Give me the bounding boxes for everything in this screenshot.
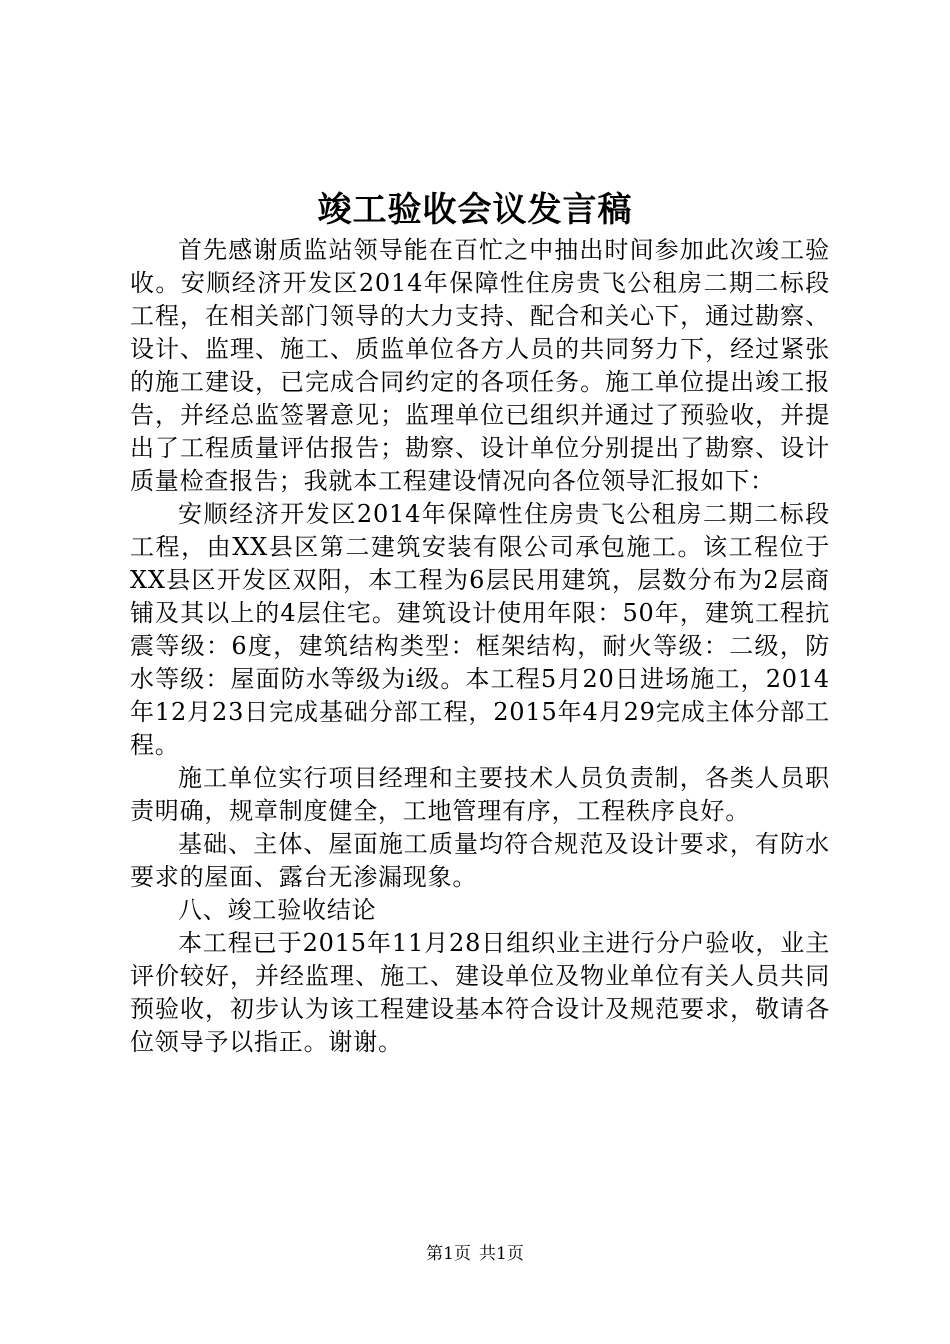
paragraph-quality: 基础、主体、屋面施工质量均符合规范及设计要求，有防水要求的屋面、露台无渗漏现象。 — [130, 830, 830, 891]
paragraph-management: 施工单位实行项目经理和主要技术人员负责制，各类人员职责明确，规章制度健全，工地管理有序，工程秩序良好。 — [130, 764, 830, 825]
page-footer — [0, 1242, 950, 1266]
paragraph-opening: 首先感谢质监站领导能在百忙之中抽出时间参加此次竣工验收。安顺经济开发区2014年保障性住房贵飞公租房二期二标段工程，在相关部门领导的大力支持、配合和关心下，通过勘察、设计、监理、施工、质监单位各方人员的共同努力下，经过紧张的施工建设，已完成合同约定的各项任务。施工单位提出竣工报告，并经总监签署意见；监理单位已组织并通过了预验收，并提出了工程质量评估报告；勘察、设计单位分别提出了勘察、设计质量检查报告；我就本工程建设情况向各位领导汇报如下： — [130, 236, 830, 495]
paragraph-conclusion: 本工程已于2015年11月28日组织业主进行分户验收，业主评价较好，并经监理、施工、建设单位及物业单位有关人员共同预验收，初步认为该工程建设基本符合设计及规范要求，敬请各位领导予以指正。谢谢。 — [130, 929, 830, 1056]
page-number: 第1页 — [426, 1244, 471, 1264]
section-heading-conclusion: 八、竣工验收结论 — [178, 896, 377, 924]
document-body — [130, 234, 830, 1059]
document-title: 竣工验收会议发言稿 — [317, 190, 633, 230]
paragraph-project-overview: 安顺经济开发区2014年保障性住房贵飞公租房二期二标段工程，由XX县区第二建筑安装有限公司承包施工。该工程位于XX县区开发区双阳，本工程为6层民用建筑，层数分布为2层商铺及其以上的4层住宅。建筑设计使用年限：50年，建筑工程抗震等级：6度，建筑结构类型：框架结构，耐火等级：二级，防水等级：屋面防水等级为ⅰ级。本工程5月20日进场施工，2014年12月23日完成基础分部工程，2015年4月29完成主体分部工程。 — [130, 500, 830, 759]
page-count: 共1页 — [479, 1244, 524, 1264]
